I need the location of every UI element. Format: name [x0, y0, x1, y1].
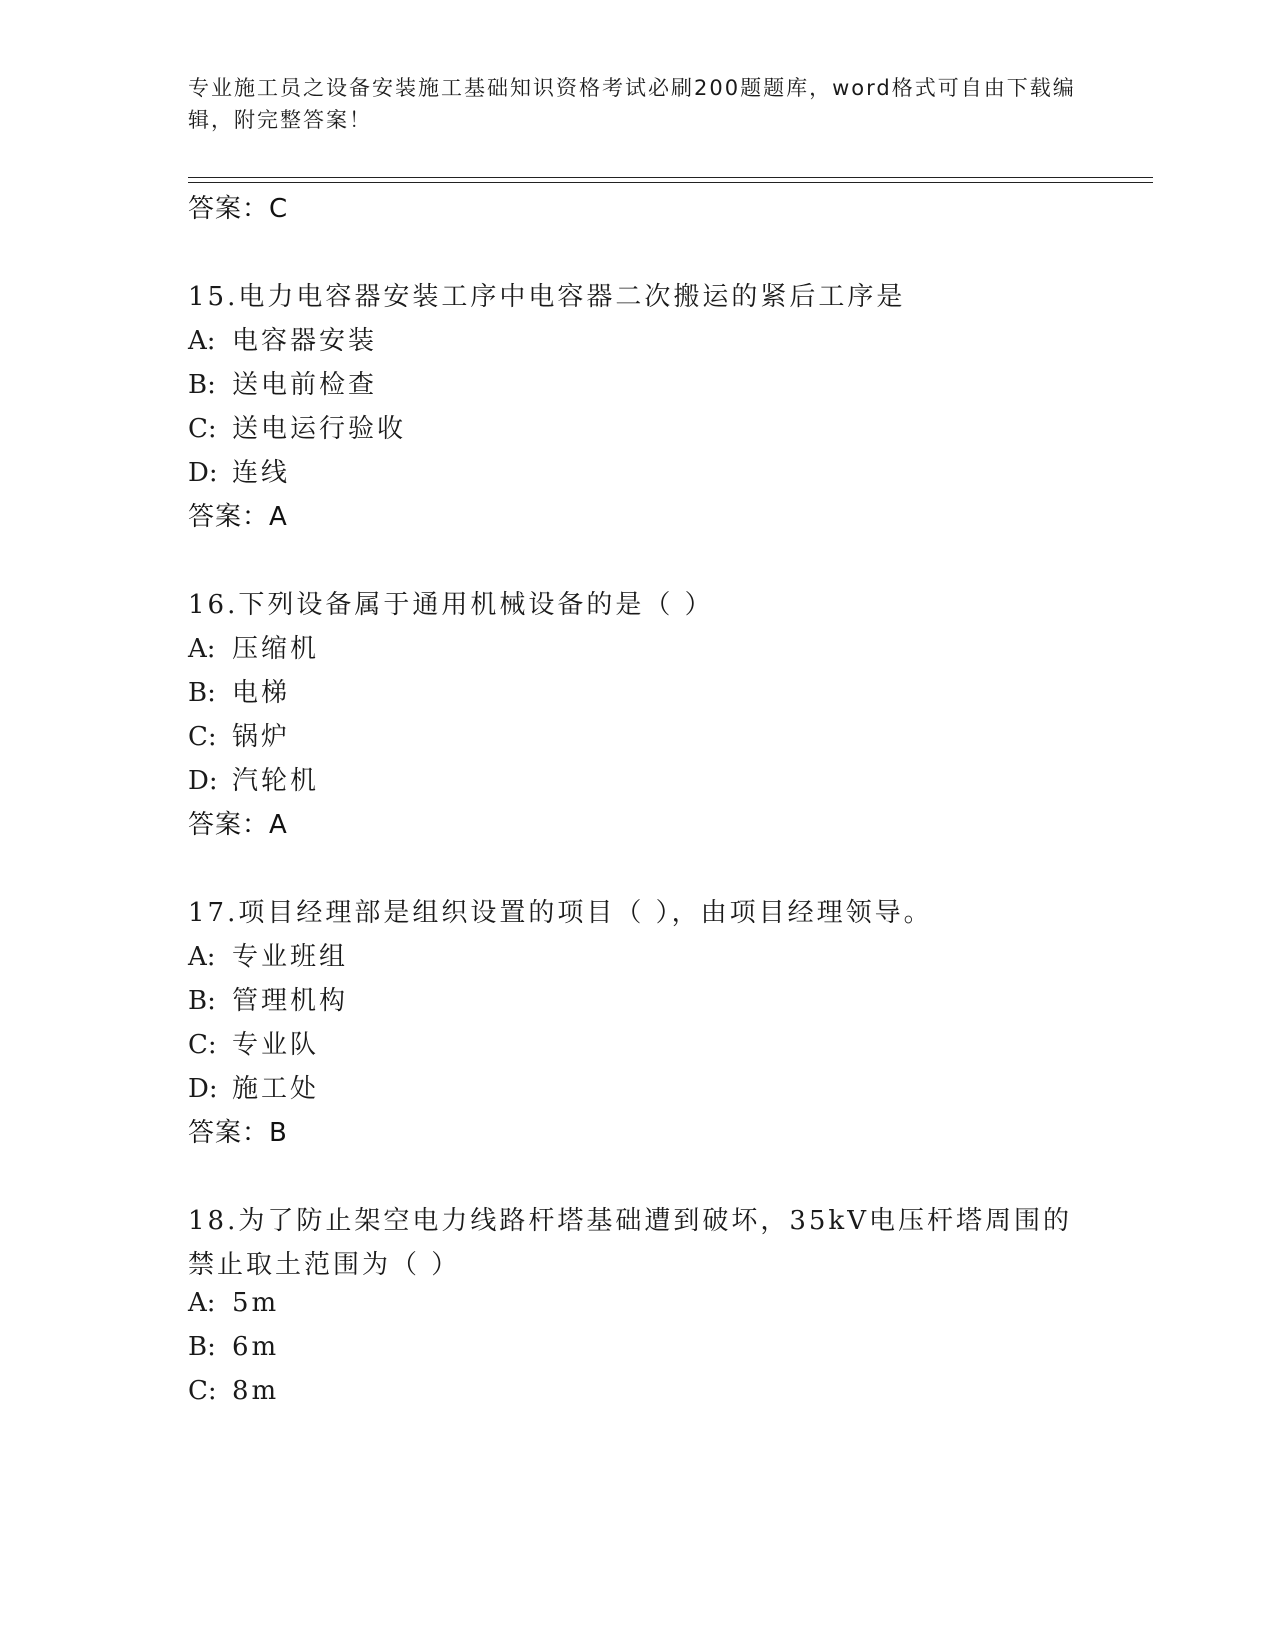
option-text: 专业队 [232, 1030, 320, 1060]
answer-label: 答案： [188, 1118, 270, 1148]
question-18-option-c [188, 1376, 279, 1406]
option-key: A: [188, 634, 216, 664]
option-text: 压缩机 [232, 634, 320, 664]
option-key: A: [188, 1288, 216, 1318]
question-15-answer [188, 496, 288, 533]
answer-value: C [269, 194, 289, 224]
option-key: A: [188, 942, 216, 972]
option-key: A: [188, 326, 216, 356]
option-key: C: [188, 722, 217, 752]
question-17-option-d [188, 1068, 319, 1105]
question-16-answer [188, 804, 288, 841]
option-key: C: [188, 1376, 217, 1406]
question-17-option-b [188, 980, 348, 1017]
option-text: 专业班组 [232, 942, 349, 972]
option-text: 电梯 [232, 678, 291, 708]
option-text: 管理机构 [232, 986, 349, 1016]
question-16-stem: 16.下列设备属于通用机械设备的是（ ） [188, 590, 714, 620]
answer-value: B [269, 1118, 288, 1148]
option-key: D: [188, 1074, 218, 1104]
option-key: B: [188, 1332, 216, 1362]
question-15-stem: 15.电力电容器安装工序中电容器二次搬运的紧后工序是 [188, 282, 906, 312]
question-17-answer [188, 1112, 288, 1149]
question-15-option-a [188, 320, 377, 357]
question-17-stem: 17.项目经理部是组织设置的项目（ ），由项目经理领导。 [188, 898, 933, 928]
option-text: 送电前检查 [232, 370, 378, 400]
option-key: D: [188, 458, 218, 488]
option-key: B: [188, 370, 216, 400]
question-15-option-d [188, 452, 290, 489]
question-16-option-a [188, 628, 319, 665]
question-18-option-a [188, 1288, 279, 1318]
option-text: 6m [232, 1332, 280, 1362]
option-key: C: [188, 414, 217, 444]
question-18-stem: 18.为了防止架空电力线路杆塔基础遭到破坏，35kV电压杆塔周围的禁止取土范围为（ ） [188, 1206, 1072, 1280]
answer-value: A [269, 810, 288, 840]
question-15-option-c [188, 408, 406, 445]
question-17-option-a [188, 936, 348, 973]
option-key: B: [188, 678, 216, 708]
question-16-option-b [188, 672, 290, 709]
question-15-option-b [188, 364, 377, 401]
question-18-option-b [188, 1332, 279, 1362]
answer-label: 答案： [188, 810, 270, 840]
answer-label: 答案： [188, 502, 270, 532]
answer-line-prev [188, 188, 288, 225]
answer-value: A [269, 502, 288, 532]
question-16-option-c [188, 716, 290, 753]
header-rule-top [188, 177, 1153, 178]
document-header: 专业施工员之设备安装施工基础知识资格考试必刷200题题库，word格式可自由下载编辑，附完整答案！ [188, 76, 1076, 132]
option-text: 汽轮机 [232, 766, 320, 796]
option-key: C: [188, 1030, 217, 1060]
question-16-option-d [188, 760, 319, 797]
option-text: 电容器安装 [232, 326, 378, 356]
option-text: 5m [232, 1288, 280, 1318]
option-key: B: [188, 986, 216, 1016]
option-text: 锅炉 [232, 722, 291, 752]
option-text: 连线 [232, 458, 291, 488]
option-text: 送电运行验收 [232, 414, 407, 444]
option-text: 8m [232, 1376, 280, 1406]
option-text: 施工处 [232, 1074, 320, 1104]
question-17-option-c [188, 1024, 319, 1061]
option-key: D: [188, 766, 218, 796]
header-rule-bottom [188, 182, 1153, 183]
answer-label: 答案： [188, 194, 270, 224]
